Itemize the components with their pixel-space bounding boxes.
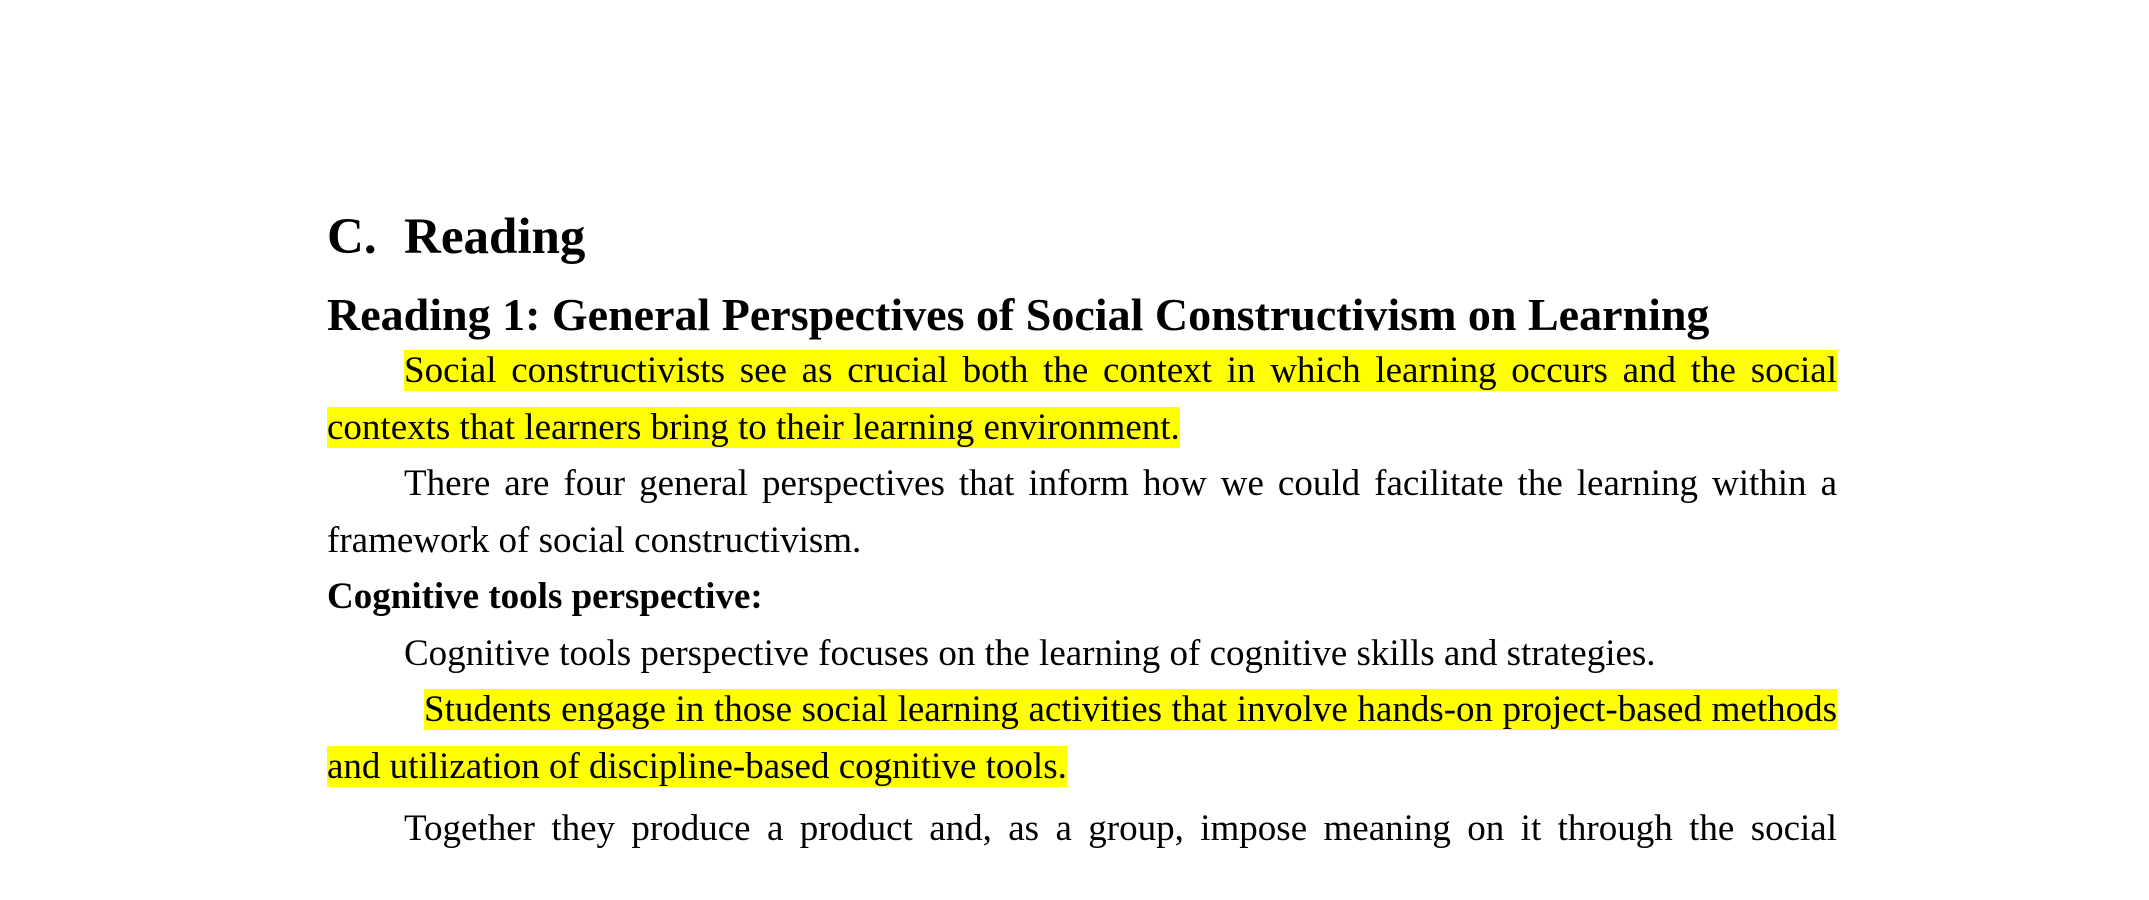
paragraph-context — [327, 343, 1837, 456]
paragraph-product: Together they produce a product and, as a group, impose meaning on it through the social — [404, 808, 1837, 849]
document-page — [327, 205, 1837, 858]
subheading-cognitive-tools: Cognitive tools perspective: — [327, 576, 763, 617]
section-title: Reading — [404, 209, 586, 265]
section-heading — [327, 205, 1837, 269]
paragraph-social-activities — [327, 682, 1837, 795]
paragraph-cognitive-tools: Cognitive tools perspective focuses on the learning of cognitive skills and strategies. — [404, 632, 1656, 674]
section-number: C. — [327, 209, 377, 265]
reading-title: Reading 1: General Perspectives of Social Constructivism on Learning — [327, 289, 1710, 340]
paragraph-perspectives: There are four general perspectives that inform how we could facilitate the learning within a framework of social constructivism. — [327, 463, 1837, 561]
highlighted-text: Students engage in those social learning activities that involve hands-on project-based methods and utilization of discipline-based cognitive tools. — [327, 689, 1837, 787]
highlighted-text: Social constructivists see as crucial both the context in which learning occurs and the social contexts that learners bring to their learning environment. — [327, 350, 1837, 448]
